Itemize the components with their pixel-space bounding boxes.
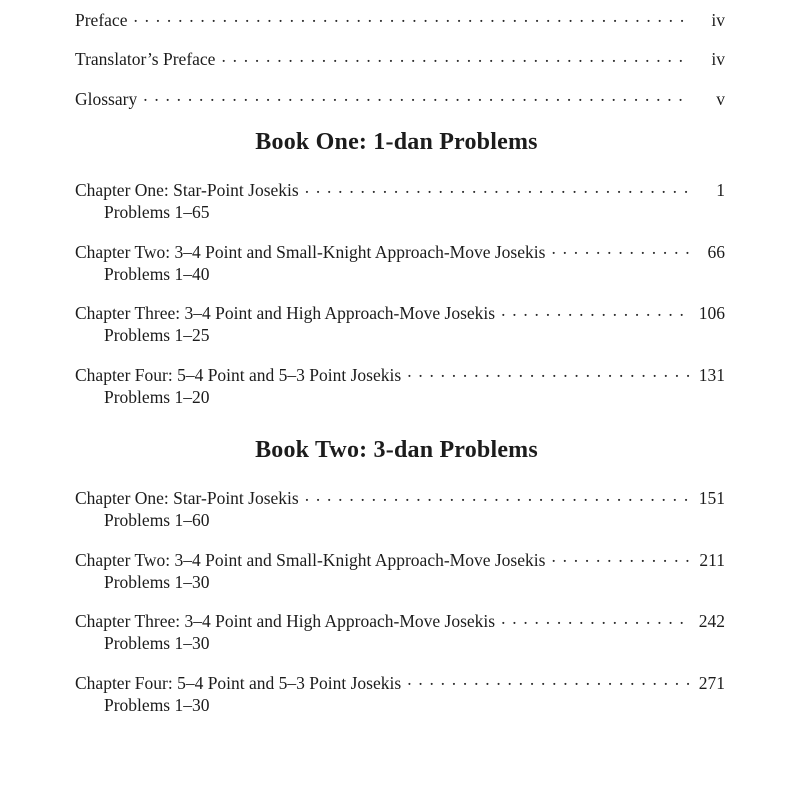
chapter-title: Chapter Two: 3–4 Point and Small-Knight Approach-Move Josekis — [75, 549, 546, 570]
dot-leader — [143, 87, 690, 105]
toc-entry-chapter[interactable] — [75, 487, 725, 510]
toc-entry-title: Glossary — [75, 88, 138, 109]
chapter-problems-range: Problems 1–30 — [104, 694, 210, 715]
toc-entry-chapter[interactable] — [75, 363, 725, 386]
dot-leader — [305, 487, 690, 505]
chapter-title: Chapter One: Star-Point Josekis — [75, 488, 299, 508]
chapter-block — [75, 610, 725, 656]
chapter-title: Chapter Four: 5–4 Point and 5–3 Point Josekis — [75, 672, 402, 693]
chapter-block — [75, 240, 725, 286]
chapter-title: Chapter Four: 5–4 Point and 5–3 Point Josekis — [75, 364, 402, 385]
dot-leader — [407, 363, 690, 381]
toc-entry-page-number: v — [716, 88, 725, 109]
toc-entry-chapter[interactable] — [75, 240, 725, 263]
book-section-one — [75, 127, 725, 409]
front-matter-section — [75, 0, 725, 110]
chapter-title: Chapter One: Star-Point Josekis — [75, 180, 299, 200]
toc-entry-chapter[interactable] — [75, 548, 725, 571]
chapter-block — [75, 671, 725, 717]
chapter-block — [75, 179, 725, 225]
book-one-heading: Book One: 1-dan Problems — [255, 128, 538, 155]
chapter-page-number: 271 — [698, 672, 725, 693]
book-section-two — [75, 435, 725, 717]
dot-leader — [221, 48, 690, 66]
chapter-problems-range: Problems 1–30 — [104, 633, 210, 653]
toc-entry-translators-preface[interactable] — [75, 48, 725, 71]
dot-leader — [551, 240, 690, 258]
toc-entry-title: Preface — [75, 9, 128, 30]
dot-leader — [305, 179, 690, 197]
toc-entry-chapter[interactable] — [75, 671, 725, 694]
chapter-block — [75, 548, 725, 594]
dot-leader — [501, 610, 690, 628]
chapter-problems-range: Problems 1–60 — [104, 510, 210, 530]
dot-leader — [133, 8, 690, 26]
chapter-page-number: 242 — [698, 611, 725, 631]
toc-entry-page-number: iv — [711, 49, 725, 69]
chapter-page-number: 1 — [716, 180, 725, 200]
toc-entry-page-number: iv — [711, 9, 725, 30]
toc-entry-chapter[interactable] — [75, 179, 725, 202]
book-two-heading: Book Two: 3-dan Problems — [255, 436, 538, 463]
chapter-problems-range: Problems 1–65 — [104, 202, 210, 222]
toc-entry-preface[interactable] — [75, 8, 725, 31]
chapter-title: Chapter Three: 3–4 Point and High Approach-Move Josekis — [75, 303, 496, 323]
chapter-title: Chapter Two: 3–4 Point and Small-Knight Approach-Move Josekis — [75, 241, 546, 262]
dot-leader — [501, 302, 690, 320]
chapter-page-number: 151 — [698, 488, 725, 508]
dot-leader — [551, 548, 690, 566]
chapter-page-number: 131 — [698, 364, 725, 385]
toc-entry-glossary[interactable] — [75, 87, 725, 110]
chapter-problems-range: Problems 1–25 — [104, 325, 210, 345]
dot-leader — [407, 671, 690, 689]
chapter-block — [75, 487, 725, 533]
chapter-page-number: 66 — [707, 241, 725, 262]
toc-entry-chapter[interactable] — [75, 610, 725, 633]
chapter-block — [75, 363, 725, 409]
chapter-page-number: 211 — [699, 549, 725, 570]
chapter-problems-range: Problems 1–20 — [104, 386, 210, 407]
chapter-problems-range: Problems 1–30 — [104, 571, 210, 592]
toc-entry-chapter[interactable] — [75, 302, 725, 325]
chapter-page-number: 106 — [698, 303, 725, 323]
chapter-problems-range: Problems 1–40 — [104, 263, 210, 284]
chapter-block — [75, 302, 725, 348]
chapter-title: Chapter Three: 3–4 Point and High Approach-Move Josekis — [75, 611, 496, 631]
toc-entry-title: Translator’s Preface — [75, 49, 216, 69]
